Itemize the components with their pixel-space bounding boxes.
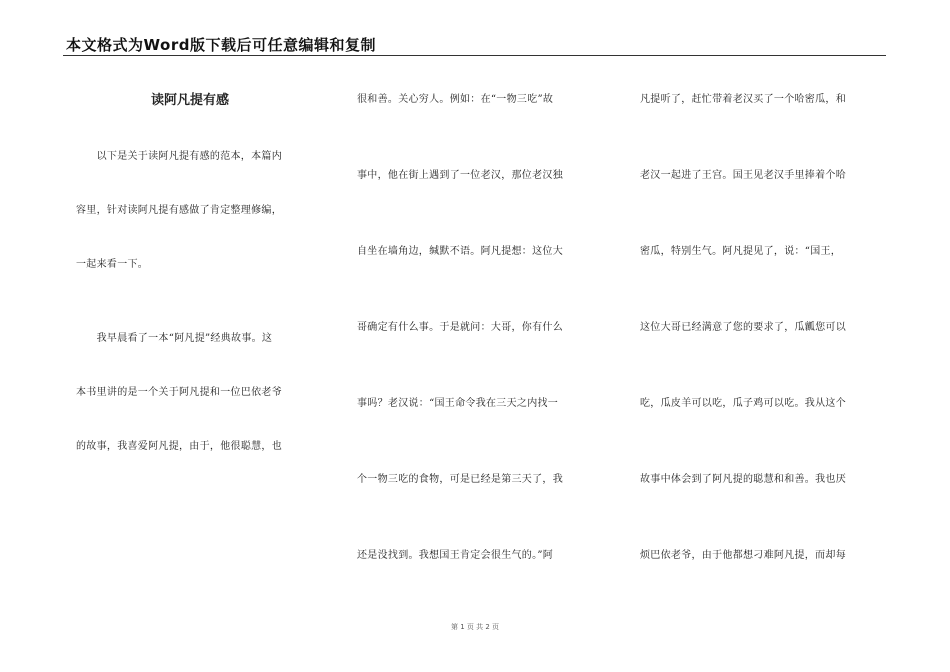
text-line: 烦巴依老爷，由于他都想刁难阿凡提，而却每 [640,550,846,561]
text-line: 哥确定有什么事。于是就问：大哥，你有什么 [357,322,563,333]
text-line: 很和善。关心穷人。例如：在“一物三吃”故 [357,94,554,105]
text-line: 还是没找到。我想国王肯定会很生气的。”阿 [357,550,554,561]
text-line: 密瓜，特别生气。阿凡提见了，说：“国王， [640,246,842,257]
text-line: 的故事，我喜爱阿凡提，由于，他很聪慧，也 [76,441,282,452]
text-line: 吃，瓜皮羊可以吃，瓜子鸡可以吃。我从这个 [640,398,846,409]
text-line: 老汉一起进了王宫。国王见老汉手里捧着个哈 [640,170,846,181]
text-column-1 [76,84,326,492]
text-line: 凡提听了，赶忙带着老汉买了一个哈密瓜，和 [640,94,846,105]
text-column-2 [357,84,607,601]
document-title: 读阿凡提有感 [150,93,229,108]
header-divider [63,55,886,56]
text-line: 事中，他在街上遇到了一位老汉，那位老汉独 [357,170,563,181]
text-column-3 [640,84,890,601]
text-line: 本书里讲的是一个关于阿凡提和一位巴依老爷 [76,387,282,398]
text-line: 一起来看一下。 [76,259,149,270]
text-line: 故事中体会到了阿凡提的聪慧和和善。我也厌 [640,474,846,485]
text-line: 容里，针对读阿凡提有感做了肯定整理修编， [76,205,282,216]
document-header: 本文格式为Word版下载后可任意编辑和复制 [66,36,376,54]
text-line: 自坐在墙角边，缄默不语。阿凡提想：这位大 [357,246,563,257]
text-line: 个一物三吃的食物，可是已经是第三天了，我 [357,474,563,485]
text-line: 我早晨看了一本“阿凡提”经典故事。这 [76,333,273,344]
paragraph-gap [76,310,326,330]
text-line: 事吗？老汉说：“国王命令我在三天之内找一 [357,398,559,409]
text-line: 以下是关于读阿凡提有感的范本，本篇内 [76,151,282,162]
page-number: 第 1 页 共 2 页 [450,623,500,631]
text-line: 这位大哥已经满意了您的要求了，瓜瓤您可以 [640,322,846,333]
